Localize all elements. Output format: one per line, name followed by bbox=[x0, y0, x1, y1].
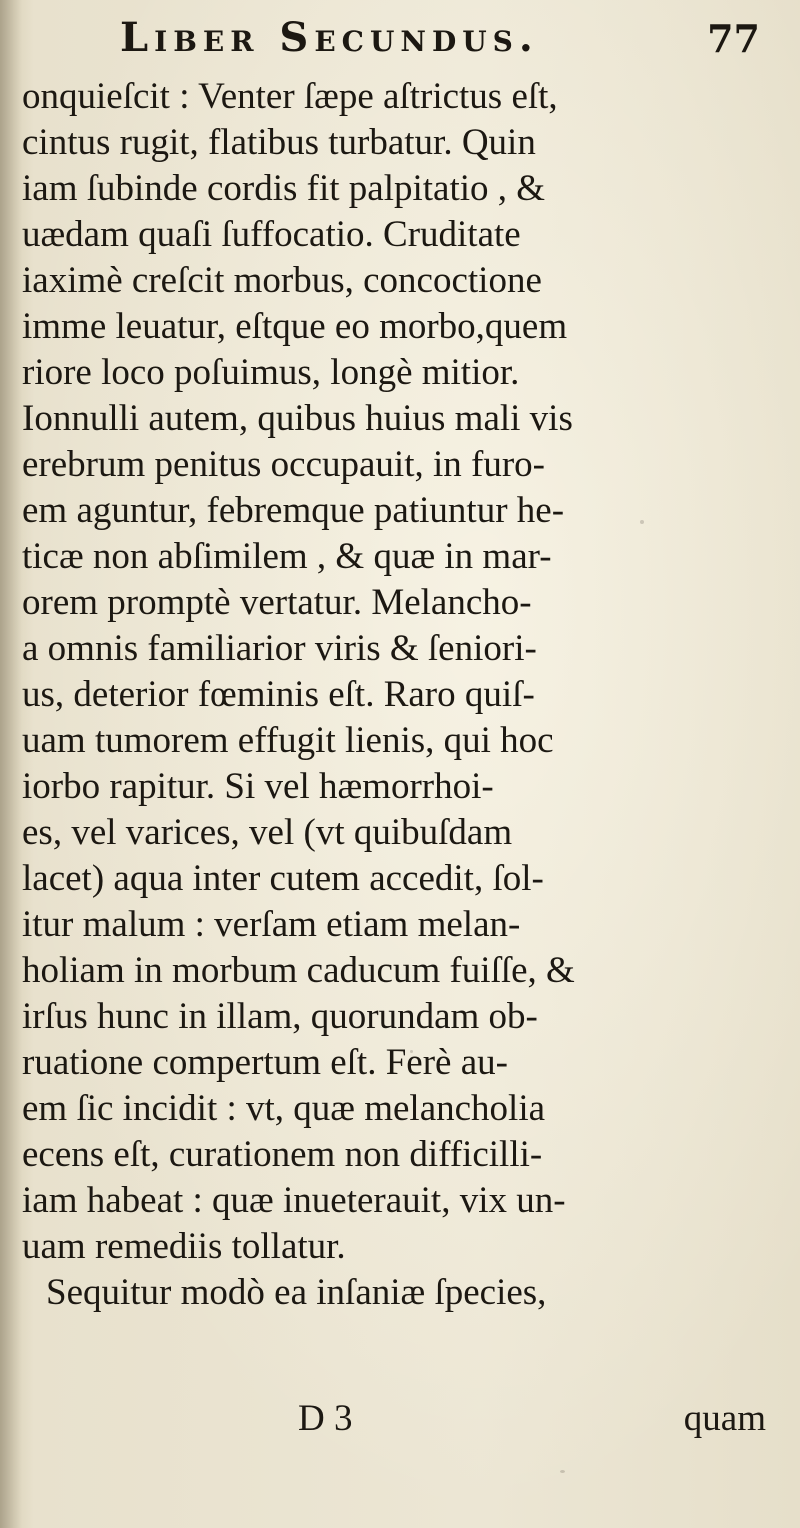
text-line: irſus hunc in illam, quorundam ob- bbox=[22, 996, 538, 1037]
body-text bbox=[22, 74, 792, 1316]
text-line: itur malum : verſam etiam melan- bbox=[22, 904, 521, 945]
paper-speck bbox=[640, 520, 644, 524]
signature-mark: D 3 bbox=[298, 1398, 353, 1439]
running-head bbox=[120, 14, 760, 70]
text-line-new-paragraph: Sequitur modò ea inſaniæ ſpecies, bbox=[46, 1272, 547, 1313]
text-line: lacet) aqua inter cutem accedit, ſol- bbox=[22, 858, 544, 899]
text-line: ruatione compertum eſt. Ferè au- bbox=[22, 1042, 508, 1083]
text-line: ticæ non abſimilem , & quæ in mar- bbox=[22, 536, 552, 577]
text-line: riore loco poſuimus, longè mitior. bbox=[22, 352, 520, 393]
text-line: ecens eſt, curationem non difficilli- bbox=[22, 1134, 543, 1175]
page-number: 77 bbox=[707, 16, 760, 61]
text-line: Ionnulli autem, quibus huius mali vis bbox=[22, 398, 573, 439]
text-line: orem promptè vertatur. Melancho- bbox=[22, 582, 532, 623]
catchword: quam bbox=[683, 1398, 766, 1439]
text-line: imme leuatur, eſtque eo morbo,quem bbox=[22, 306, 568, 347]
gutter-shadow bbox=[0, 0, 22, 1528]
text-line: uam tumorem effugit lienis, qui hoc bbox=[22, 720, 554, 761]
paper-speck bbox=[560, 1470, 565, 1473]
text-line: em aguntur, febremque patiuntur he- bbox=[22, 490, 565, 531]
paper-speck bbox=[410, 1050, 413, 1053]
text-line: es, vel varices, vel (vt quibuſdam bbox=[22, 812, 513, 853]
text-line: iam ſubinde cordis fit palpitatio , & bbox=[22, 168, 546, 209]
text-line: iaximè creſcit morbus, concoctione bbox=[22, 260, 542, 301]
text-line: uædam quaſi ſuffocatio. Cruditate bbox=[22, 214, 521, 255]
text-line: erebrum penitus occupauit, in furo- bbox=[22, 444, 545, 485]
text-line: onquieſcit : Venter ſæpe aſtrictus eſt, bbox=[22, 76, 558, 117]
text-line: cintus rugit, flatibus turbatur. Quin bbox=[22, 122, 536, 163]
text-line: us, deterior fœminis eſt. Raro quiſ- bbox=[22, 674, 535, 715]
text-line: iorbo rapitur. Si vel hæmorrhoi- bbox=[22, 766, 494, 807]
running-title: Liber Secundus. bbox=[120, 14, 539, 61]
text-line: em ſic incidit : vt, quæ melancholia bbox=[22, 1088, 546, 1129]
text-line: a omnis familiarior viris & ſeniori- bbox=[22, 628, 537, 669]
page-foot bbox=[22, 1396, 792, 1442]
text-line: uam remediis tollatur. bbox=[22, 1226, 346, 1267]
text-line: holiam in morbum caducum fuiſſe, & bbox=[22, 950, 575, 991]
text-line: iam habeat : quæ inueterauit, vix un- bbox=[22, 1180, 566, 1221]
